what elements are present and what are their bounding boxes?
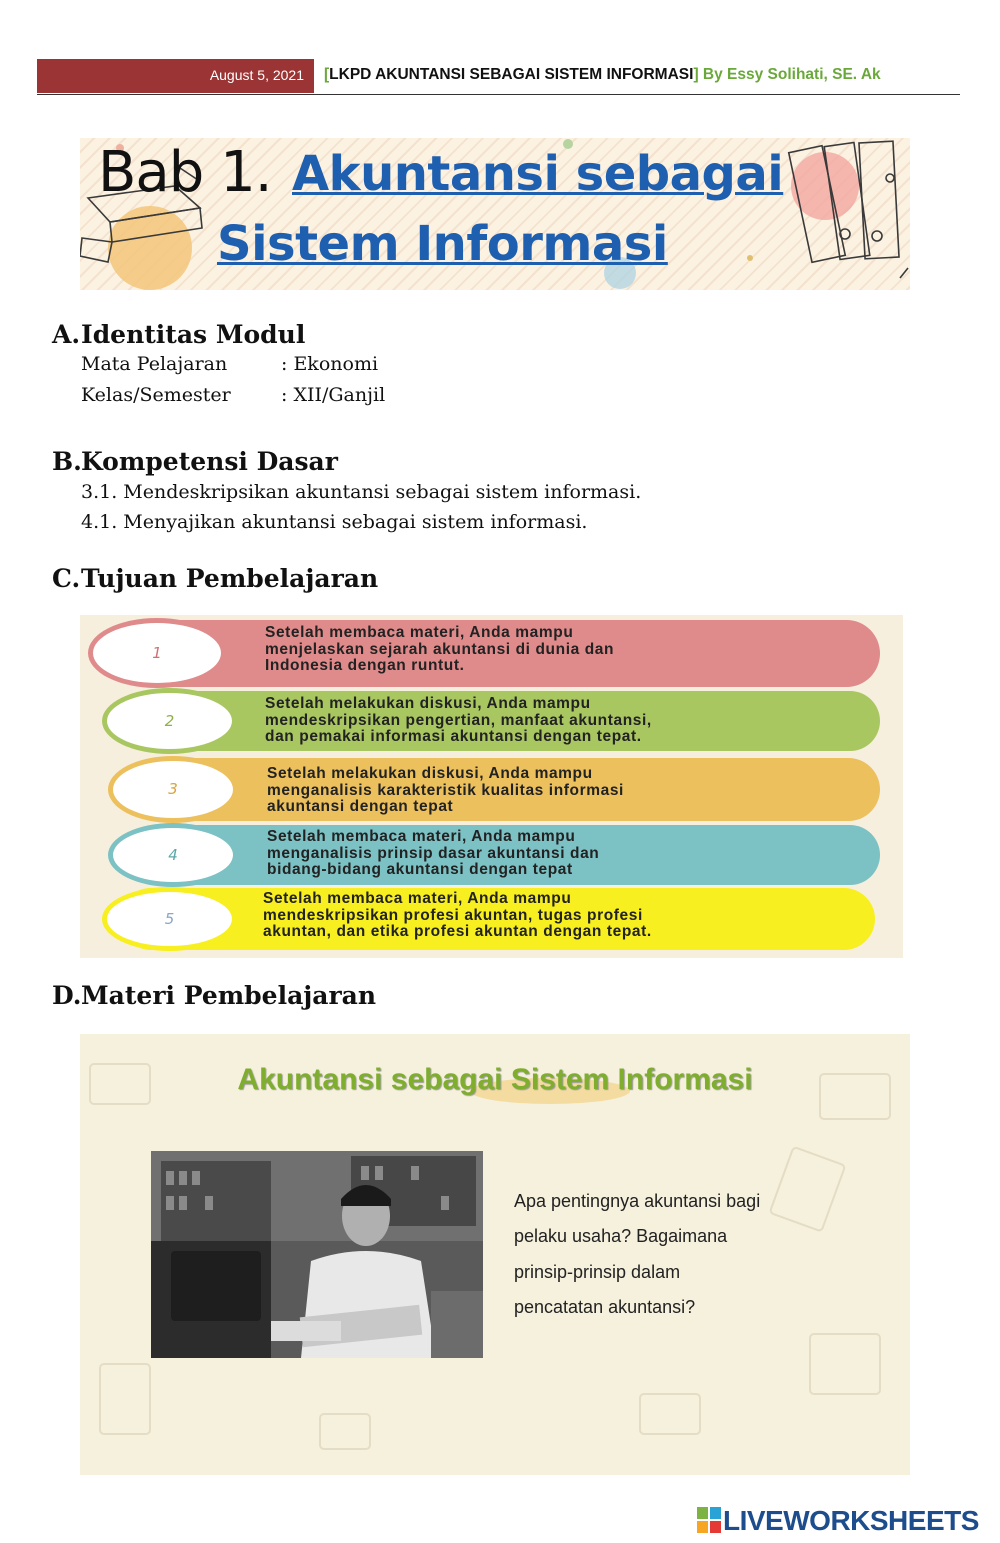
objective-text-1 <box>265 625 614 675</box>
objective-number-4: 4 <box>108 823 238 887</box>
chapter-banner <box>80 138 910 290</box>
slide-title: Akuntansi sebagai Sistem Informasi <box>237 1063 753 1096</box>
objective-text-4 <box>267 829 599 879</box>
header-bar <box>37 59 314 93</box>
identity-value: : XII/Ganjil <box>281 384 386 406</box>
shopkeeper-photo <box>151 1151 483 1358</box>
objectives-graphic <box>80 615 903 958</box>
section-a-title: Identitas Modul <box>81 320 306 349</box>
objective-number-1: 1 <box>88 618 226 688</box>
objective-line: menganalisis prinsip dasar akuntansi dan <box>267 844 600 862</box>
objective-number-3: 3 <box>108 756 238 823</box>
objective-line: Indonesia dengan runtut. <box>265 657 465 674</box>
objective-line: Setelah membaca materi, Anda mampu <box>265 624 574 641</box>
objective-line: akuntan, dan etika profesi akuntan dengan tepat. <box>263 923 652 940</box>
materi-slide <box>80 1034 910 1475</box>
section-a-letter: A. <box>52 320 81 349</box>
section-c-heading <box>52 564 378 593</box>
section-d-title: Materi Pembelajaran <box>81 981 377 1010</box>
bracket-close: ] <box>693 66 699 83</box>
section-b-heading <box>52 447 338 476</box>
objective-text-3 <box>267 766 624 816</box>
header-author: By Essy Solihati, SE. Ak <box>698 66 881 83</box>
objective-text-5 <box>263 891 652 941</box>
question-line: prinsip-prinsip dalam <box>514 1262 681 1282</box>
objective-line: Setelah melakukan diskusi, Anda mampu <box>267 765 593 782</box>
objective-line: menganalisis karakteristik kualitas informasi <box>267 781 624 799</box>
objective-line: mendeskripsikan profesi akuntan, tugas profesi <box>263 906 643 924</box>
objective-line: Setelah membaca materi, Anda mampu <box>263 890 572 907</box>
section-d-letter: D. <box>52 981 82 1010</box>
identity-row-class <box>81 384 386 406</box>
section-c-letter: C. <box>52 564 81 593</box>
objective-line: mendeskripsikan pengertian, manfaat akuntansi, <box>265 711 652 729</box>
competency-item: 4.1. Menyajikan akuntansi sebagai sistem informasi. <box>81 511 588 533</box>
objective-line: bidang-bidang akuntansi dengan tepat <box>267 861 573 878</box>
objective-line: akuntansi dengan tepat <box>267 798 454 815</box>
identity-label: Kelas/Semester <box>81 384 231 406</box>
header-date: August 5, 2021 <box>209 67 304 83</box>
header-title <box>324 66 881 84</box>
identity-value: : Ekonomi <box>281 353 379 375</box>
objective-line: dan pemakai informasi akuntansi dengan tepat. <box>265 728 642 745</box>
section-b-title: Kompetensi Dasar <box>81 447 338 476</box>
liveworksheets-text: LIVEWORKSHEETS <box>723 1505 979 1536</box>
chapter-title-line1: Akuntansi sebagai <box>292 146 784 202</box>
question-line: Apa pentingnya akuntansi bagi <box>514 1191 761 1211</box>
chapter-title-line2: Sistem Informasi <box>217 216 668 272</box>
section-b-letter: B. <box>52 447 82 476</box>
identity-label: Mata Pelajaran <box>81 353 228 375</box>
section-d-heading <box>52 981 376 1010</box>
section-a-heading <box>52 320 305 349</box>
objective-line: menjelaskan sejarah akuntansi di dunia dan <box>265 640 615 658</box>
section-c-title: Tujuan Pembelajaran <box>81 564 379 593</box>
header-title-text: LKPD AKUNTANSI SEBAGAI SISTEM INFORMASI <box>329 66 694 83</box>
identity-row-subject <box>81 353 379 375</box>
objective-number-2: 2 <box>102 688 237 754</box>
photo-illustration <box>151 1151 483 1358</box>
bracket-open: [ <box>324 66 330 83</box>
objective-text-2 <box>265 696 652 746</box>
liveworksheets-logo[interactable] <box>697 1505 979 1537</box>
objective-line: Setelah membaca materi, Anda mampu <box>267 828 576 845</box>
liveworksheets-icon <box>697 1507 721 1533</box>
competency-item: 3.1. Mendeskripsikan akuntansi sebagai sistem informasi. <box>81 481 642 503</box>
question-line: pencatatan akuntansi? <box>514 1297 696 1317</box>
header-divider <box>37 94 960 95</box>
objective-number-5: 5 <box>102 887 237 951</box>
question-line: pelaku usaha? Bagaimana <box>514 1226 728 1246</box>
chapter-number: Bab 1. <box>98 140 272 205</box>
objective-line: Setelah melakukan diskusi, Anda mampu <box>265 695 591 712</box>
